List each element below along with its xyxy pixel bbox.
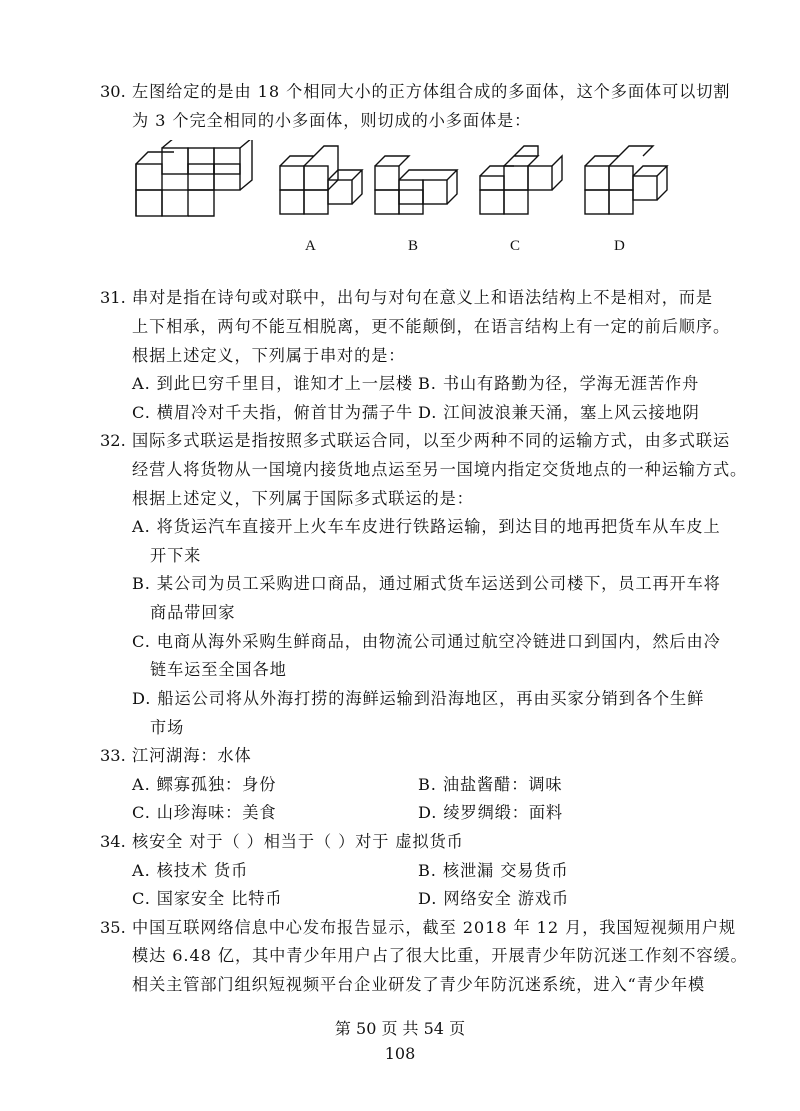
question-32-option-d-line-1: D. 船运公司将从外海打捞的海鲜运输到沿海地区，再由买家分销到各个生鲜 bbox=[132, 689, 705, 708]
question-32-line-1: 国际多式联运是指按照多式联运合同，以至少两种不同的运输方式，由多式联运 bbox=[132, 431, 731, 450]
question-31-line-3: 根据上述定义，下列属于串对的是： bbox=[132, 346, 406, 365]
question-31-number: 31. bbox=[100, 288, 126, 307]
question-32-number: 32. bbox=[100, 431, 126, 450]
question-32-option-c-line-1: C. 电商从海外采购生鲜商品，由物流公司通过航空冷链进口到国内，然后由冷 bbox=[132, 632, 721, 651]
option-b-label: B bbox=[408, 238, 419, 254]
question-32-option-a-line-1: A. 将货运汽车直接开上火车车皮进行铁路运输，到达目的地再把货车从车皮上 bbox=[132, 517, 721, 536]
page-of-total: 第 50 页 共 54 页 bbox=[334, 1019, 466, 1038]
question-34-option-d: D. 网络安全 游戏币 bbox=[418, 889, 570, 908]
option-c-figure bbox=[480, 146, 562, 214]
question-32-option-d-line-2: 市场 bbox=[150, 718, 185, 737]
question-32-option-c-line-2: 链车运至全国各地 bbox=[150, 660, 287, 679]
question-30-line-1: 左图给定的是由 18 个相同大小的正方体组合成的多面体，这个多面体可以切割 bbox=[132, 82, 731, 101]
question-35-line-3: 相关主管部门组织短视频平台企业研发了青少年防沉迷系统，进入“青少年模 bbox=[132, 975, 706, 994]
question-34-option-c: C. 国家安全 比特币 bbox=[132, 889, 283, 908]
question-32-option-b-line-1: B. 某公司为员工采购进口商品，通过厢式货车运送到公司楼下，员工再开车将 bbox=[132, 574, 721, 593]
question-31-option-c: C. 横眉冷对千夫指，俯首甘为孺子牛 bbox=[132, 403, 414, 422]
page-number: 108 bbox=[384, 1044, 416, 1063]
option-a-figure bbox=[280, 146, 362, 214]
question-32-line-3: 根据上述定义，下列属于国际多式联运的是： bbox=[132, 489, 474, 508]
option-b-figure bbox=[375, 156, 457, 214]
option-a-label: A bbox=[305, 238, 316, 254]
option-d-label: D bbox=[614, 238, 625, 254]
question-34-stem: 核安全 对于（ ）相当于（ ）对于 虚拟货币 bbox=[132, 832, 464, 851]
question-33-option-d: D. 绫罗绸缎：面料 bbox=[418, 803, 564, 822]
question-32-option-a-line-2: 开下来 bbox=[150, 546, 202, 565]
question-31-option-a: A. 到此巳穷千里目，谁知才上一层楼 bbox=[132, 374, 413, 393]
question-34-option-b: B. 核泄漏 交易货币 bbox=[418, 861, 569, 880]
polyhedron-figures bbox=[130, 140, 690, 240]
question-33-option-c: C. 山珍海味：美食 bbox=[132, 803, 277, 822]
option-c-label: C bbox=[510, 238, 521, 254]
main-polyhedron bbox=[136, 140, 252, 216]
question-33-option-b: B. 油盐酱醋：调味 bbox=[418, 775, 563, 794]
question-32-option-b-line-2: 商品带回家 bbox=[150, 603, 236, 622]
question-33-stem: 江河湖海：水体 bbox=[132, 746, 252, 765]
question-30-line-2: 为 3 个完全相同的小多面体，则切成的小多面体是： bbox=[132, 111, 532, 130]
question-31-option-b: B. 书山有路勤为径，学海无涯苦作舟 bbox=[418, 374, 700, 393]
question-33-number: 33. bbox=[100, 746, 126, 765]
question-31-option-d: D. 江间波浪兼天涌，塞上风云接地阴 bbox=[418, 403, 700, 422]
question-35-line-2: 模达 6.48 亿，其中青少年用户占了很大比重，开展青少年防沉迷工作刻不容缓。 bbox=[132, 946, 748, 965]
question-32-line-2: 经营人将货物从一国境内接货地点运至另一国境内指定交货地点的一种运输方式。 bbox=[132, 460, 748, 479]
question-33-option-a: A. 鳏寡孤独：身份 bbox=[132, 775, 277, 794]
question-35-line-1: 中国互联网络信息中心发布报告显示，截至 2018 年 12 月，我国短视频用户规 bbox=[132, 918, 736, 937]
question-31-line-2: 上下相承，两句不能互相脱离，更不能颠倒，在语言结构上有一定的前后顺序。 bbox=[132, 317, 731, 336]
question-34-number: 34. bbox=[100, 832, 126, 851]
option-d-figure bbox=[585, 146, 667, 214]
question-30-number: 30. bbox=[100, 82, 126, 101]
question-35-number: 35. bbox=[100, 918, 126, 937]
question-31-line-1: 串对是指在诗句或对联中，出句与对句在意义上和语法结构上不是相对，而是 bbox=[132, 288, 713, 307]
question-34-option-a: A. 核技术 货币 bbox=[132, 861, 249, 880]
